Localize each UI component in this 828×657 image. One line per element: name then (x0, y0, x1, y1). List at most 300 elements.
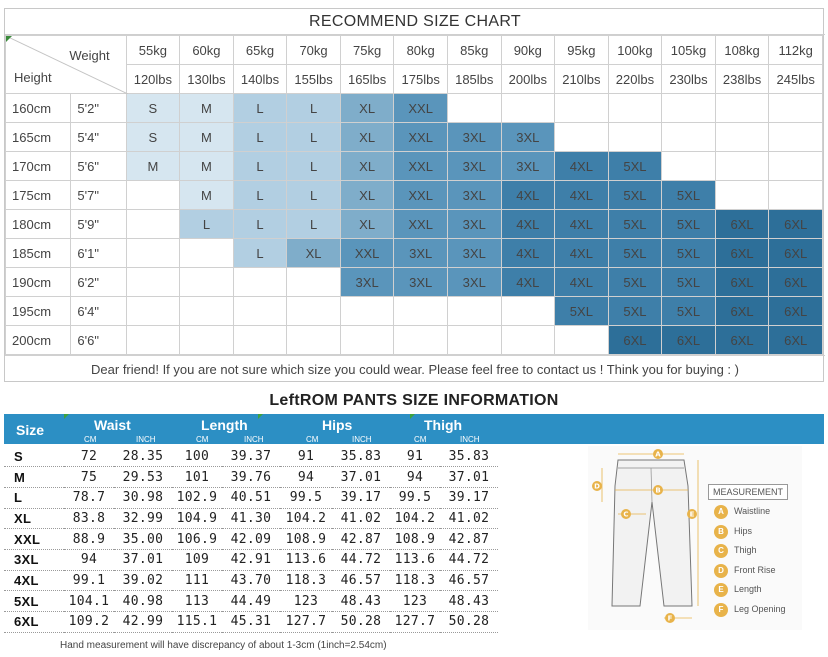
measure-value: 104.2 (280, 508, 332, 529)
size-cell: L (287, 181, 341, 210)
measure-value: 99.1 (64, 570, 114, 591)
measure-value: 99.5 (280, 487, 332, 508)
size-cell: XL (340, 94, 394, 123)
measurement-item (714, 504, 770, 518)
height-inch: 5'4" (71, 123, 126, 152)
size-cell (126, 181, 180, 210)
size-cell (501, 94, 555, 123)
size-cell: 3XL (447, 268, 501, 297)
height-cm: 200cm (6, 326, 71, 355)
size-label: 6XL (4, 612, 64, 633)
size-cell: L (233, 94, 287, 123)
recommend-note: Dear friend! If you are not sure which size you could wear. Please feel free to contact us ! Think you for buying : ) (5, 355, 825, 382)
measure-value: 41.30 (222, 508, 280, 529)
svg-text:A: A (655, 450, 661, 459)
size-label: S (4, 446, 64, 467)
size-cell: L (287, 123, 341, 152)
size-cell: 4XL (501, 181, 555, 210)
height-inch: 6'4" (71, 297, 126, 326)
size-cell (233, 297, 287, 326)
measure-value: 28.35 (114, 446, 172, 467)
size-cell: XL (340, 123, 394, 152)
measure-value: 39.37 (222, 446, 280, 467)
height-cm: 180cm (6, 210, 71, 239)
size-cell: XXL (340, 239, 394, 268)
size-cell (447, 326, 501, 355)
measure-value: 113.6 (280, 549, 332, 570)
measure-value: 123 (280, 591, 332, 612)
pants-row (4, 529, 498, 550)
weight-lbs-header: 220lbs (608, 65, 662, 94)
measure-value: 113 (172, 591, 222, 612)
size-cell: XL (340, 210, 394, 239)
svg-text:C: C (623, 510, 629, 519)
measure-value: 45.31 (222, 612, 280, 633)
height-inch: 5'9" (71, 210, 126, 239)
size-cell: 5XL (608, 210, 662, 239)
measure-value: 118.3 (280, 570, 332, 591)
size-cell: 4XL (501, 268, 555, 297)
measure-value: 104.1 (64, 591, 114, 612)
size-cell (608, 94, 662, 123)
pants-row (4, 487, 498, 508)
size-cell: 5XL (662, 181, 716, 210)
size-label: XL (4, 508, 64, 529)
size-cell: 3XL (340, 268, 394, 297)
weight-kg-header: 95kg (555, 36, 609, 65)
size-cell: 4XL (501, 239, 555, 268)
size-cell: 4XL (501, 210, 555, 239)
measure-value: 40.51 (222, 487, 280, 508)
pants-row (4, 549, 498, 570)
header-size: Size (16, 422, 45, 438)
recommend-table (5, 35, 823, 355)
height-label: Height (14, 70, 52, 85)
measure-value: 94 (64, 549, 114, 570)
measure-value: 44.49 (222, 591, 280, 612)
header-length-cm: CM (196, 435, 209, 444)
size-cell: M (180, 123, 234, 152)
header-length-inch: INCH (244, 435, 264, 444)
height-cm: 165cm (6, 123, 71, 152)
size-label: 3XL (4, 549, 64, 570)
measure-value: 127.7 (390, 612, 440, 633)
size-row (6, 239, 823, 268)
size-cell (287, 297, 341, 326)
size-cell (769, 123, 823, 152)
size-cell: XXL (394, 123, 448, 152)
size-cell (715, 94, 769, 123)
size-cell (126, 210, 180, 239)
weight-lbs-header: 155lbs (287, 65, 341, 94)
size-cell: M (180, 181, 234, 210)
pants-row (4, 467, 498, 488)
measure-value: 37.01 (440, 467, 498, 488)
size-cell: 4XL (555, 181, 609, 210)
size-cell (555, 94, 609, 123)
size-cell (555, 326, 609, 355)
size-cell (662, 123, 716, 152)
size-cell: 6XL (608, 326, 662, 355)
size-cell: L (233, 181, 287, 210)
size-cell: 3XL (447, 181, 501, 210)
weight-lbs-header: 230lbs (662, 65, 716, 94)
pants-row (4, 446, 498, 467)
measure-value: 42.99 (114, 612, 172, 633)
size-label: XXL (4, 529, 64, 550)
measure-value: 88.9 (64, 529, 114, 550)
measure-value: 111 (172, 570, 222, 591)
svg-text:F: F (667, 614, 673, 623)
size-cell: 6XL (715, 239, 769, 268)
size-cell (126, 239, 180, 268)
size-cell: 4XL (555, 268, 609, 297)
size-cell: 3XL (501, 123, 555, 152)
weight-kg-header: 55kg (126, 36, 180, 65)
size-cell: XXL (394, 94, 448, 123)
size-cell (340, 297, 394, 326)
weight-kg-header: 100kg (608, 36, 662, 65)
size-cell: L (233, 239, 287, 268)
measure-value: 94 (280, 467, 332, 488)
size-cell: 3XL (394, 239, 448, 268)
header-hips-cm: CM (306, 435, 319, 444)
weight-kg-header: 75kg (340, 36, 394, 65)
measurement-label: Length (734, 584, 762, 594)
measure-value: 48.43 (332, 591, 390, 612)
size-cell: 6XL (769, 268, 823, 297)
weight-lbs-header: 165lbs (340, 65, 394, 94)
size-cell: 4XL (555, 210, 609, 239)
weight-lbs-header: 245lbs (769, 65, 823, 94)
size-cell: L (233, 152, 287, 181)
pants-row (4, 570, 498, 591)
size-cell: 5XL (662, 297, 716, 326)
height-inch: 6'1" (71, 239, 126, 268)
header-hips: Hips (322, 417, 353, 433)
size-cell: 5XL (608, 297, 662, 326)
measure-value: 44.72 (440, 549, 498, 570)
measure-value: 37.01 (114, 549, 172, 570)
size-cell: XXL (394, 210, 448, 239)
size-cell: 6XL (662, 326, 716, 355)
measure-value: 115.1 (172, 612, 222, 633)
size-cell: XL (340, 152, 394, 181)
size-cell: 3XL (501, 152, 555, 181)
size-row (6, 152, 823, 181)
measurement-title: MEASUREMENT (708, 484, 788, 500)
header-waist: Waist (94, 417, 131, 433)
header-waist-inch: INCH (136, 435, 156, 444)
weight-lbs-header: 120lbs (126, 65, 180, 94)
measure-value: 39.76 (222, 467, 280, 488)
corner-mark (6, 36, 12, 42)
measure-value: 91 (390, 446, 440, 467)
measurement-label: Waistline (734, 506, 771, 516)
svg-text:E: E (689, 510, 695, 519)
measurement-item (714, 543, 757, 557)
height-inch: 6'2" (71, 268, 126, 297)
weight-kg-header: 60kg (180, 36, 234, 65)
letter-e-icon: E (714, 583, 728, 597)
letter-a-icon: A (714, 505, 728, 519)
size-cell: 5XL (608, 152, 662, 181)
size-cell (126, 297, 180, 326)
size-cell (662, 94, 716, 123)
size-cell (769, 152, 823, 181)
measure-value: 30.98 (114, 487, 172, 508)
size-cell (340, 326, 394, 355)
size-cell (715, 152, 769, 181)
measure-value: 29.53 (114, 467, 172, 488)
size-cell: 5XL (608, 239, 662, 268)
size-cell (126, 326, 180, 355)
height-cm: 190cm (6, 268, 71, 297)
weight-lbs-header: 210lbs (555, 65, 609, 94)
height-inch: 5'6" (71, 152, 126, 181)
size-label: 5XL (4, 591, 64, 612)
size-cell: S (126, 94, 180, 123)
size-cell (447, 94, 501, 123)
corner-header (6, 36, 127, 94)
measurement-item (714, 563, 776, 577)
size-cell: XXL (394, 181, 448, 210)
svg-text:B: B (655, 486, 661, 495)
measure-value: 46.57 (440, 570, 498, 591)
header-thigh: Thigh (424, 417, 463, 433)
measure-value: 118.3 (390, 570, 440, 591)
header-thigh-inch: INCH (460, 435, 480, 444)
measure-value: 106.9 (172, 529, 222, 550)
measurement-item (714, 582, 762, 596)
measure-value: 44.72 (332, 549, 390, 570)
svg-text:D: D (594, 482, 600, 491)
size-label: 4XL (4, 570, 64, 591)
measure-value: 113.6 (390, 549, 440, 570)
measure-value: 41.02 (440, 508, 498, 529)
measure-value: 42.09 (222, 529, 280, 550)
size-cell: L (287, 210, 341, 239)
measure-value: 41.02 (332, 508, 390, 529)
corner-mark (258, 414, 263, 419)
weight-lbs-header: 175lbs (394, 65, 448, 94)
weight-lbs-header: 130lbs (180, 65, 234, 94)
size-label: M (4, 467, 64, 488)
measure-value: 42.91 (222, 549, 280, 570)
size-cell: 6XL (769, 210, 823, 239)
size-cell (501, 297, 555, 326)
size-cell (608, 123, 662, 152)
measure-value: 94 (390, 467, 440, 488)
measurement-item (714, 602, 786, 616)
measurement-label: Leg Opening (734, 604, 786, 614)
weight-kg-header: 85kg (447, 36, 501, 65)
size-cell: 5XL (662, 268, 716, 297)
height-inch: 6'6" (71, 326, 126, 355)
weight-kg-header: 105kg (662, 36, 716, 65)
size-label: L (4, 487, 64, 508)
size-cell: 3XL (447, 210, 501, 239)
measure-value: 39.02 (114, 570, 172, 591)
measure-value: 48.43 (440, 591, 498, 612)
size-cell: L (287, 94, 341, 123)
size-cell: L (180, 210, 234, 239)
letter-c-icon: C (714, 544, 728, 558)
weight-kg-header: 90kg (501, 36, 555, 65)
size-cell (769, 94, 823, 123)
measure-value: 108.9 (280, 529, 332, 550)
measure-value: 42.87 (332, 529, 390, 550)
measure-value: 43.70 (222, 570, 280, 591)
measure-value: 50.28 (440, 612, 498, 633)
measure-value: 109.2 (64, 612, 114, 633)
measurement-item (714, 524, 752, 538)
size-cell: XL (287, 239, 341, 268)
size-cell: M (180, 94, 234, 123)
size-cell (180, 326, 234, 355)
measurement-diagram (588, 446, 802, 630)
size-cell: 3XL (394, 268, 448, 297)
weight-lbs-header: 238lbs (715, 65, 769, 94)
measure-value: 39.17 (440, 487, 498, 508)
measure-value: 109 (172, 549, 222, 570)
measure-value: 32.99 (114, 508, 172, 529)
measure-value: 104.2 (390, 508, 440, 529)
size-cell: 3XL (447, 152, 501, 181)
measure-value: 91 (280, 446, 332, 467)
size-cell: 3XL (447, 239, 501, 268)
size-cell: M (126, 152, 180, 181)
letter-b-icon: B (714, 525, 728, 539)
height-cm: 160cm (6, 94, 71, 123)
weight-kg-header: 108kg (715, 36, 769, 65)
measure-value: 39.17 (332, 487, 390, 508)
weight-lbs-header: 185lbs (447, 65, 501, 94)
height-cm: 195cm (6, 297, 71, 326)
size-cell (233, 268, 287, 297)
size-cell: 5XL (662, 210, 716, 239)
size-cell: L (233, 210, 287, 239)
pants-title: LeftROM PANTS SIZE INFORMATION (269, 392, 559, 409)
measure-value: 123 (390, 591, 440, 612)
measure-value: 72 (64, 446, 114, 467)
size-cell: 5XL (662, 239, 716, 268)
size-cell: 6XL (715, 268, 769, 297)
weight-lbs-header: 200lbs (501, 65, 555, 94)
size-cell: L (233, 123, 287, 152)
measure-value: 46.57 (332, 570, 390, 591)
recommend-size-chart (4, 8, 824, 382)
measure-value: 40.98 (114, 591, 172, 612)
size-row (6, 210, 823, 239)
size-cell (180, 297, 234, 326)
size-cell: M (180, 152, 234, 181)
corner-mark (64, 414, 69, 419)
measure-value: 35.83 (440, 446, 498, 467)
size-cell: 6XL (715, 210, 769, 239)
size-cell: XL (340, 181, 394, 210)
height-inch: 5'7" (71, 181, 126, 210)
size-cell (769, 181, 823, 210)
header-hips-inch: INCH (352, 435, 372, 444)
measurement-label: Hips (734, 526, 753, 536)
measure-value: 99.5 (390, 487, 440, 508)
height-cm: 170cm (6, 152, 71, 181)
size-cell: 6XL (769, 239, 823, 268)
weight-kg-header: 70kg (287, 36, 341, 65)
measure-value: 108.9 (390, 529, 440, 550)
weight-kg-header: 112kg (769, 36, 823, 65)
size-cell: 5XL (608, 181, 662, 210)
measurement-label: Front Rise (734, 565, 776, 575)
pants-header (4, 414, 824, 444)
size-row (6, 181, 823, 210)
size-cell (180, 239, 234, 268)
pants-row (4, 612, 498, 633)
size-cell: 6XL (715, 326, 769, 355)
size-cell: L (287, 152, 341, 181)
measure-value: 35.83 (332, 446, 390, 467)
pants-row (4, 508, 498, 529)
weight-lbs-header: 140lbs (233, 65, 287, 94)
size-cell (715, 181, 769, 210)
letter-f-icon: F (714, 603, 728, 617)
height-cm: 175cm (6, 181, 71, 210)
measure-value: 37.01 (332, 467, 390, 488)
size-row (6, 326, 823, 355)
size-cell (233, 326, 287, 355)
size-cell: 4XL (555, 239, 609, 268)
size-row (6, 268, 823, 297)
size-cell: 5XL (555, 297, 609, 326)
height-cm: 185cm (6, 239, 71, 268)
size-cell (662, 152, 716, 181)
measure-value: 35.00 (114, 529, 172, 550)
measure-value: 75 (64, 467, 114, 488)
weight-kg-header: 65kg (233, 36, 287, 65)
measure-value: 50.28 (332, 612, 390, 633)
size-cell (180, 268, 234, 297)
measure-value: 127.7 (280, 612, 332, 633)
measure-value: 101 (172, 467, 222, 488)
diagonal-line-icon (6, 36, 128, 94)
size-row (6, 123, 823, 152)
weight-kg-header: 80kg (394, 36, 448, 65)
header-thigh-cm: CM (414, 435, 427, 444)
measurement-note: Hand measurement will have discrepancy of about 1-3cm (1inch=2.54cm) (60, 640, 387, 651)
measure-value: 100 (172, 446, 222, 467)
size-cell (715, 123, 769, 152)
measure-value: 104.9 (172, 508, 222, 529)
measure-value: 78.7 (64, 487, 114, 508)
size-cell: 4XL (555, 152, 609, 181)
recommend-title: RECOMMEND SIZE CHART (5, 9, 825, 35)
measure-value: 102.9 (172, 487, 222, 508)
size-cell (287, 268, 341, 297)
size-cell: XXL (394, 152, 448, 181)
corner-mark (410, 414, 415, 419)
size-cell (555, 123, 609, 152)
size-cell: 6XL (769, 297, 823, 326)
size-cell: 6XL (715, 297, 769, 326)
height-inch: 5'2" (71, 94, 126, 123)
measurement-label: Thigh (734, 545, 757, 555)
header-waist-cm: CM (84, 435, 97, 444)
letter-d-icon: D (714, 564, 728, 578)
size-cell (287, 326, 341, 355)
size-cell: 6XL (769, 326, 823, 355)
size-cell (394, 326, 448, 355)
